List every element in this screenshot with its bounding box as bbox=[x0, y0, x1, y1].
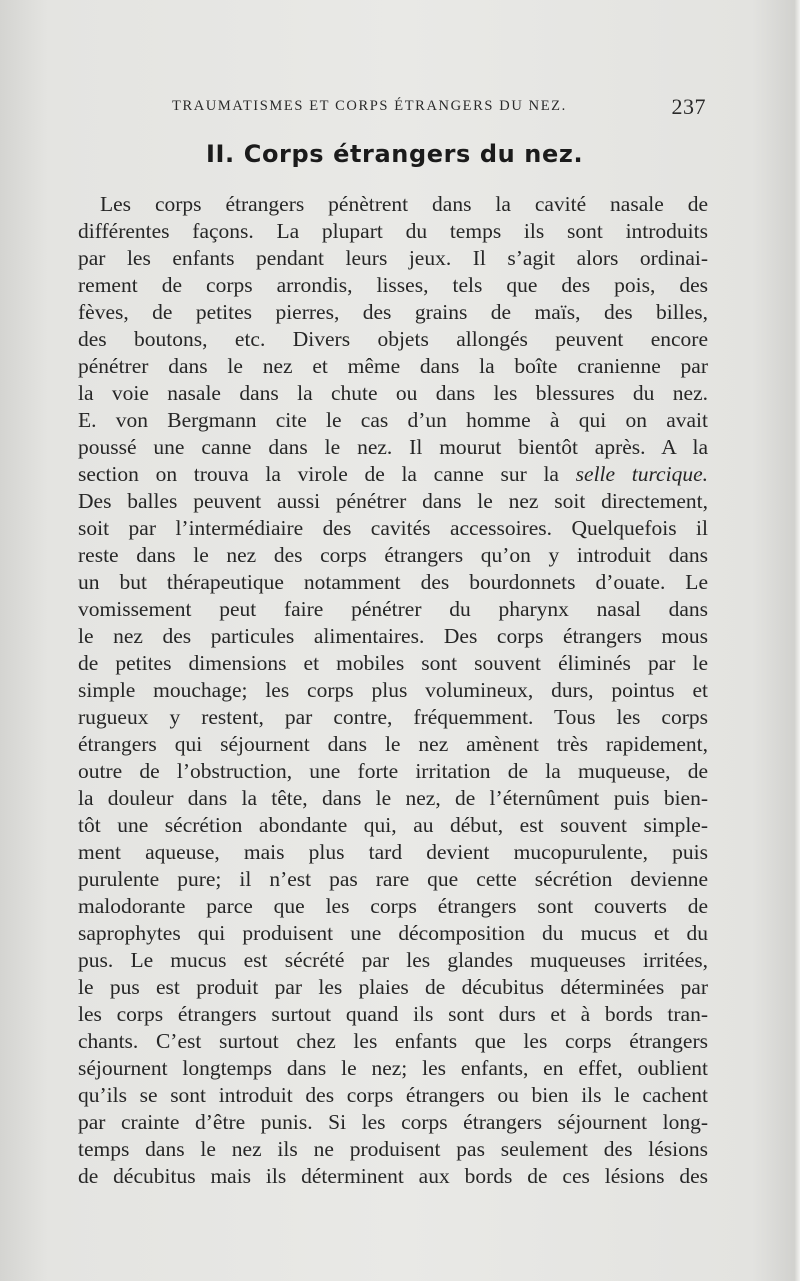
text-line: poussé une canne dans le nez. Il mourut bientôt après. A la bbox=[78, 435, 708, 459]
text-line: malodorante parce que les corps étrangers sont couverts de bbox=[78, 894, 708, 918]
running-header bbox=[172, 94, 712, 120]
text-line: saprophytes qui produisent une décomposition du mucus et du bbox=[78, 921, 708, 945]
text-line: purulente pure; il n’est pas rare que cette sécrétion devienne bbox=[78, 867, 708, 891]
text-line: reste dans le nez des corps étrangers qu’on y introduit dans bbox=[78, 543, 708, 567]
text-line: rugueux y restent, par contre, fréquemment. Tous les corps bbox=[78, 705, 708, 729]
text-line: de décubitus mais ils déterminent aux bords de ces lésions des bbox=[78, 1164, 708, 1188]
text-line: soit par l’intermédiaire des cavités accessoires. Quelquefois il bbox=[78, 516, 708, 540]
text-line: vomissement peut faire pénétrer du pharynx nasal dans bbox=[78, 597, 708, 621]
text-line: pénétrer dans le nez et même dans la boîte cranienne par bbox=[78, 354, 708, 378]
text-line: qu’ils se sont introduit des corps étrangers ou bien ils le cachent bbox=[78, 1083, 708, 1107]
text-line: chants. C’est surtout chez les enfants que les corps étrangers bbox=[78, 1029, 708, 1053]
text-line: ment aqueuse, mais plus tard devient mucopurulente, puis bbox=[78, 840, 708, 864]
text-line: étrangers qui séjournent dans le nez amènent très rapidement, bbox=[78, 732, 708, 756]
text-line: simple mouchage; les corps plus volumineux, durs, pointus et bbox=[78, 678, 708, 702]
text-line: séjournent longtemps dans le nez; les enfants, en effet, oublient bbox=[78, 1056, 708, 1080]
text-line: le pus est produit par les plaies de décubitus déterminées par bbox=[78, 975, 708, 999]
page-number: 237 bbox=[671, 94, 706, 119]
text-line: pus. Le mucus est sécrété par les glandes muqueuses irritées, bbox=[78, 948, 708, 972]
text-line: la voie nasale dans la chute ou dans les blessures du nez. bbox=[78, 381, 708, 405]
text-line: Les corps étrangers pénètrent dans la cavité nasale de bbox=[100, 192, 708, 216]
text-line: le nez des particules alimentaires. Des corps étrangers mous bbox=[78, 624, 708, 648]
text-line: de petites dimensions et mobiles sont souvent éliminés par le bbox=[78, 651, 708, 675]
text-line-with-italic bbox=[78, 461, 708, 488]
text-line: par crainte d’être punis. Si les corps étrangers séjournent long- bbox=[78, 1110, 708, 1134]
page-edge-shadow bbox=[794, 0, 800, 1281]
running-title: TRAUMATISMES ET CORPS ÉTRANGERS DU NEZ. bbox=[172, 98, 567, 114]
body-paragraph bbox=[78, 191, 708, 1190]
text-line: rement de corps arrondis, lisses, tels que des pois, des bbox=[78, 273, 708, 297]
text-line: tôt une sécrétion abondante qui, au début, est souvent simple- bbox=[78, 813, 708, 837]
text-line: la douleur dans la tête, dans le nez, de l’éternûment puis bien- bbox=[78, 786, 708, 810]
text-line: E. von Bergmann cite le cas d’un homme à qui on avait bbox=[78, 408, 708, 432]
text-line: fèves, de petites pierres, des grains de maïs, des billes, bbox=[78, 300, 708, 324]
text-line: différentes façons. La plupart du temps ils sont introduits bbox=[78, 219, 708, 243]
section-heading: II. Corps étrangers du nez. bbox=[206, 140, 584, 168]
text-line: Des balles peuvent aussi pénétrer dans le nez soit directement, bbox=[78, 489, 708, 513]
italic-term: selle turcique. bbox=[575, 462, 708, 486]
text-line-start: section on trouva la virole de la canne sur la bbox=[78, 462, 559, 486]
text-line: par les enfants pendant leurs jeux. Il s’agit alors ordinai- bbox=[78, 246, 708, 270]
text-line: des boutons, etc. Divers objets allongés peuvent encore bbox=[78, 327, 708, 351]
text-line: outre de l’obstruction, une forte irritation de la muqueuse, de bbox=[78, 759, 708, 783]
text-line: temps dans le nez ils ne produisent pas seulement des lésions bbox=[78, 1137, 708, 1161]
text-line: les corps étrangers surtout quand ils sont durs et à bords tran- bbox=[78, 1002, 708, 1026]
text-line: un but thérapeutique notamment des bourdonnets d’ouate. Le bbox=[78, 570, 708, 594]
